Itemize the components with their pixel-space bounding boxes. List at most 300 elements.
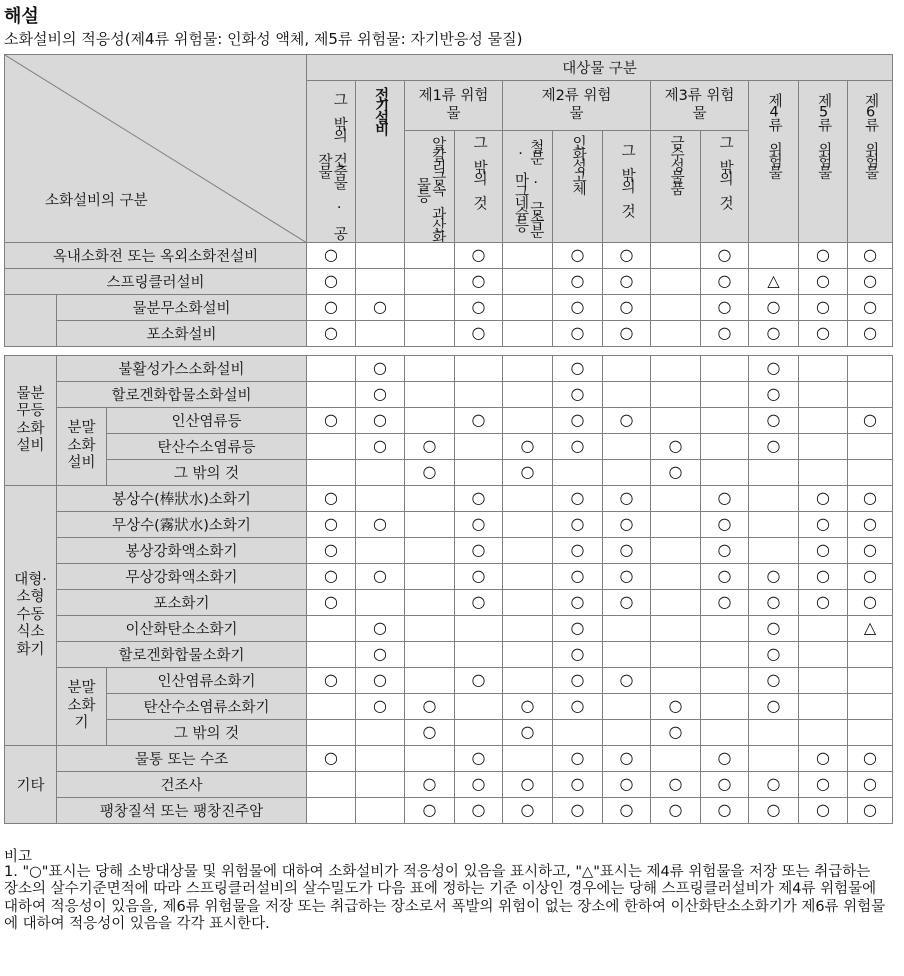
table-row: [5, 382, 893, 408]
mark-cell: [553, 746, 603, 772]
mark-cell: [503, 746, 553, 772]
table-row: [5, 295, 893, 321]
mark-cell: [749, 720, 799, 746]
class3-a-header: 금수성물품: [651, 131, 701, 243]
mark-cell: [455, 694, 503, 720]
mark-cell: [603, 408, 651, 434]
mark-cell: [356, 590, 405, 616]
mark-cell: [701, 538, 749, 564]
mark-cell: [799, 798, 848, 824]
class3-b-header: 그 밖의 것: [701, 131, 749, 243]
mark-cell: [749, 512, 799, 538]
table-row: [5, 512, 893, 538]
mark-cell: [749, 564, 799, 590]
table-row: [5, 243, 893, 269]
mark-cell: [799, 564, 848, 590]
suitability-mark: ○: [863, 800, 877, 819]
suitability-mark: ○: [570, 245, 585, 264]
suitability-mark: ○: [816, 514, 830, 533]
row-label: 그 밖의 것: [107, 720, 307, 746]
suitability-mark: ○: [816, 748, 830, 767]
table-row: [5, 269, 893, 295]
suitability-mark: ○: [863, 774, 877, 793]
mark-cell: [356, 356, 405, 382]
mark-cell: [553, 486, 603, 512]
group-powder-fixed: 물분무등소화설비: [5, 356, 57, 486]
row-label: 건조사: [57, 772, 307, 798]
row-group-blank: [5, 295, 57, 347]
suitability-mark: ○: [619, 800, 634, 819]
mark-cell: [603, 590, 651, 616]
suitability-mark: ○: [471, 592, 486, 611]
suitability-mark: ○: [619, 566, 634, 585]
suitability-mark: ○: [668, 696, 683, 715]
mark-cell: [307, 434, 356, 460]
suitability-mark: ○: [816, 800, 830, 819]
mark-cell: [405, 746, 455, 772]
suitability-mark: ○: [422, 774, 437, 793]
row-label: 이산화탄소소화기: [57, 616, 307, 642]
suitability-mark: ○: [570, 358, 585, 377]
suitability-mark: ○: [619, 488, 634, 507]
suitability-mark: ○: [373, 670, 387, 689]
mark-cell: [503, 798, 553, 824]
suitability-mark: ○: [471, 488, 486, 507]
suitability-mark: ○: [324, 271, 338, 290]
suitability-mark: ○: [766, 644, 781, 663]
suitability-mark: ○: [570, 436, 585, 455]
suitability-mark: ○: [717, 592, 732, 611]
mark-cell: [603, 295, 651, 321]
mark-cell: [848, 460, 893, 486]
suitability-mark: ○: [668, 800, 683, 819]
suitability-mark: ○: [668, 774, 683, 793]
table-row: [5, 668, 893, 694]
mark-cell: [553, 798, 603, 824]
class1-a-header: 알칼리금속 과산화물등: [405, 131, 455, 243]
suitability-mark: ○: [717, 748, 732, 767]
suitability-mark: ○: [766, 410, 781, 429]
mark-cell: [503, 243, 553, 269]
mark-cell: [651, 486, 701, 512]
mark-cell: [799, 616, 848, 642]
suitability-mark: ○: [816, 592, 830, 611]
mark-cell: [749, 590, 799, 616]
suitability-mark: ○: [520, 722, 535, 741]
suitability-mark: ○: [619, 410, 634, 429]
class2-b-header: 인화성고체: [553, 131, 603, 243]
suitability-mark: ○: [619, 323, 634, 342]
table-row: [5, 460, 893, 486]
mark-cell: [651, 512, 701, 538]
class4-header: 제4류 위험물: [749, 81, 799, 243]
mark-cell: [701, 746, 749, 772]
notes-title: 비고: [4, 849, 33, 865]
mark-cell: [651, 720, 701, 746]
row-label: 할로겐화합물소화기: [57, 642, 307, 668]
mark-cell: [749, 460, 799, 486]
suitability-mark: ○: [766, 384, 781, 403]
suitability-mark: ○: [816, 488, 830, 507]
suitability-mark: ○: [471, 410, 486, 429]
row-label: 무상강화액소화기: [57, 564, 307, 590]
class6-header: 제6류 위험물: [848, 81, 893, 243]
mark-cell: [651, 642, 701, 668]
mark-cell: [307, 772, 356, 798]
mark-cell: [553, 382, 603, 408]
mark-cell: [848, 642, 893, 668]
mark-cell: [651, 321, 701, 347]
mark-cell: [799, 460, 848, 486]
mark-cell: [701, 434, 749, 460]
mark-cell: [603, 460, 651, 486]
group-portable: 대형·소형수동식소화기: [5, 486, 57, 746]
mark-cell: [503, 720, 553, 746]
mark-cell: [799, 642, 848, 668]
mark-cell: [749, 434, 799, 460]
mark-cell: [405, 538, 455, 564]
suitability-mark: ○: [570, 410, 585, 429]
mark-cell: [553, 434, 603, 460]
mark-cell: [356, 382, 405, 408]
mark-cell: [503, 321, 553, 347]
suitability-mark: ○: [816, 774, 830, 793]
mark-cell: [553, 460, 603, 486]
mark-cell: [651, 538, 701, 564]
table-row: [5, 434, 893, 460]
mark-cell: [749, 321, 799, 347]
suitability-mark: ○: [373, 358, 387, 377]
mark-cell: [651, 616, 701, 642]
row-label: 불활성가스소화설비: [57, 356, 307, 382]
mark-cell: [603, 642, 651, 668]
class2-header: 제2류 위험물: [503, 81, 651, 131]
mark-cell: [553, 616, 603, 642]
mark-cell: [799, 538, 848, 564]
mark-cell: [455, 486, 503, 512]
mark-cell: [701, 590, 749, 616]
row-label: 물분무소화설비: [57, 295, 307, 321]
mark-cell: [848, 564, 893, 590]
mark-cell: [553, 668, 603, 694]
mark-cell: [701, 720, 749, 746]
suitability-mark: ○: [324, 748, 338, 767]
mark-cell: [651, 408, 701, 434]
suitability-mark: △: [863, 618, 877, 637]
suitability-mark: ○: [717, 323, 732, 342]
mark-cell: [405, 798, 455, 824]
suitability-mark: ○: [717, 245, 732, 264]
mark-cell: [553, 564, 603, 590]
mark-cell: [553, 243, 603, 269]
suitability-mark: ○: [668, 462, 683, 481]
mark-cell: [455, 243, 503, 269]
suitability-mark: ○: [373, 436, 387, 455]
mark-cell: [553, 356, 603, 382]
table-row: [5, 321, 893, 347]
suitability-mark: ○: [324, 540, 338, 559]
mark-cell: [749, 772, 799, 798]
row-label: 물통 또는 수조: [57, 746, 307, 772]
mark-cell: [799, 746, 848, 772]
mark-cell: [603, 564, 651, 590]
mark-cell: [455, 538, 503, 564]
suitability-mark: ○: [471, 670, 486, 689]
mark-cell: [356, 798, 405, 824]
mark-cell: [307, 668, 356, 694]
suitability-mark: ○: [373, 644, 387, 663]
suitability-mark: ○: [570, 618, 585, 637]
mark-cell: [455, 798, 503, 824]
class1-b-header: 그 밖의 것: [455, 131, 503, 243]
table-row: [5, 616, 893, 642]
suitability-mark: ○: [570, 488, 585, 507]
suitability-mark: ○: [816, 245, 830, 264]
suitability-mark: ○: [619, 748, 634, 767]
suitability-mark: ○: [422, 436, 437, 455]
mark-cell: [553, 408, 603, 434]
mark-cell: [701, 642, 749, 668]
suitability-mark: ○: [619, 514, 634, 533]
suitability-mark: ○: [619, 297, 634, 316]
mark-cell: [356, 746, 405, 772]
mark-cell: [307, 616, 356, 642]
mark-cell: [799, 486, 848, 512]
table-row: [5, 746, 893, 772]
mark-cell: [799, 772, 848, 798]
suitability-mark: ○: [373, 384, 387, 403]
mark-cell: [503, 772, 553, 798]
suitability-mark: ○: [863, 271, 878, 290]
suitability-mark: ○: [570, 644, 585, 663]
col-electric: 전기설비: [356, 81, 405, 243]
mark-cell: [356, 434, 405, 460]
suitability-mark: ○: [324, 297, 338, 316]
mark-cell: [603, 538, 651, 564]
suitability-mark: ○: [863, 488, 877, 507]
suitability-mark: ○: [422, 722, 437, 741]
mark-cell: [405, 564, 455, 590]
mark-cell: [503, 408, 553, 434]
suitability-mark: ○: [766, 670, 781, 689]
target-group-label: 대상물 구분: [307, 55, 893, 81]
mark-cell: [307, 538, 356, 564]
mark-cell: [701, 382, 749, 408]
mark-cell: [553, 321, 603, 347]
suitability-mark: ○: [422, 462, 437, 481]
suitability-mark: ○: [570, 384, 585, 403]
mark-cell: [603, 269, 651, 295]
mark-cell: [848, 538, 893, 564]
mark-cell: [799, 269, 848, 295]
mark-cell: [651, 269, 701, 295]
mark-cell: [307, 382, 356, 408]
mark-cell: [848, 295, 893, 321]
mark-cell: [799, 668, 848, 694]
mark-cell: [503, 460, 553, 486]
mark-cell: [503, 564, 553, 590]
mark-cell: [749, 356, 799, 382]
suitability-mark: ○: [324, 245, 338, 264]
mark-cell: [307, 512, 356, 538]
mark-cell: [503, 694, 553, 720]
mark-cell: [307, 798, 356, 824]
mark-cell: [553, 269, 603, 295]
mark-cell: [603, 772, 651, 798]
mark-cell: [307, 590, 356, 616]
mark-cell: [848, 382, 893, 408]
suitability-mark: ○: [619, 592, 634, 611]
mark-cell: [651, 356, 701, 382]
suitability-mark: ○: [570, 748, 585, 767]
mark-cell: [848, 243, 893, 269]
mark-cell: [701, 694, 749, 720]
mark-cell: [799, 434, 848, 460]
mark-cell: [503, 512, 553, 538]
suitability-mark: ○: [570, 566, 585, 585]
mark-cell: [455, 590, 503, 616]
suitability-mark: ○: [766, 566, 781, 585]
mark-cell: [701, 616, 749, 642]
mark-cell: [799, 512, 848, 538]
mark-cell: [405, 616, 455, 642]
mark-cell: [307, 694, 356, 720]
mark-cell: [701, 269, 749, 295]
mark-cell: [603, 720, 651, 746]
suitability-mark: ○: [422, 800, 437, 819]
suitability-mark: ○: [570, 323, 585, 342]
mark-cell: [455, 616, 503, 642]
suitability-mark: ○: [717, 488, 732, 507]
suitability-mark: ○: [717, 514, 732, 533]
mark-cell: [799, 590, 848, 616]
mark-cell: [455, 720, 503, 746]
mark-cell: [651, 382, 701, 408]
suitability-mark: ○: [471, 800, 486, 819]
mark-cell: [553, 694, 603, 720]
table-row: [5, 590, 893, 616]
mark-cell: [356, 295, 405, 321]
mark-cell: [405, 694, 455, 720]
table-row: [5, 798, 893, 824]
mark-cell: [503, 486, 553, 512]
group-portable-powder: 분말소화기: [57, 668, 107, 746]
mark-cell: [455, 772, 503, 798]
mark-cell: [848, 269, 893, 295]
suitability-mark: ○: [324, 566, 338, 585]
row-label: 인산염류소화기: [107, 668, 307, 694]
mark-cell: [356, 538, 405, 564]
suitability-mark: ○: [766, 323, 781, 342]
mark-cell: [307, 642, 356, 668]
mark-cell: [455, 642, 503, 668]
mark-cell: [848, 668, 893, 694]
mark-cell: [603, 434, 651, 460]
mark-cell: [848, 772, 893, 798]
mark-cell: [749, 408, 799, 434]
suitability-mark: ○: [471, 323, 486, 342]
mark-cell: [701, 512, 749, 538]
mark-cell: [701, 243, 749, 269]
class5-header: 제5류 위험물: [799, 81, 848, 243]
mark-cell: [701, 295, 749, 321]
suitability-mark: ○: [570, 592, 585, 611]
row-label: 팽창질석 또는 팽창진주암: [57, 798, 307, 824]
suitability-mark: ○: [373, 410, 387, 429]
mark-cell: [307, 321, 356, 347]
suitability-mark: ○: [471, 748, 486, 767]
suitability-mark: ○: [570, 670, 585, 689]
mark-cell: [553, 512, 603, 538]
suitability-mark: ○: [863, 245, 878, 264]
suitability-mark: ○: [520, 462, 535, 481]
suitability-mark: ○: [766, 297, 781, 316]
suitability-mark: ○: [373, 566, 387, 585]
suitability-mark: ○: [324, 514, 338, 533]
mark-cell: [848, 512, 893, 538]
mark-cell: [455, 460, 503, 486]
row-label: 탄산수소염류등: [107, 434, 307, 460]
suitability-mark: ○: [717, 540, 732, 559]
mark-cell: [356, 321, 405, 347]
mark-cell: [553, 538, 603, 564]
mark-cell: [749, 269, 799, 295]
suitability-mark: ○: [471, 245, 486, 264]
mark-cell: [651, 798, 701, 824]
mark-cell: [553, 295, 603, 321]
mark-cell: [603, 356, 651, 382]
table-row: [5, 564, 893, 590]
mark-cell: [405, 382, 455, 408]
mark-cell: [701, 668, 749, 694]
mark-cell: [651, 564, 701, 590]
mark-cell: [749, 295, 799, 321]
suitability-mark: ○: [619, 540, 634, 559]
mark-cell: [848, 590, 893, 616]
mark-cell: [603, 746, 651, 772]
mark-cell: [405, 460, 455, 486]
row-label: 옥내소화전 또는 옥외소화전설비: [5, 243, 307, 269]
row-label: 포소화기: [57, 590, 307, 616]
suitability-mark: ○: [717, 271, 732, 290]
mark-cell: [749, 668, 799, 694]
suitability-mark: ○: [863, 297, 878, 316]
mark-cell: [405, 408, 455, 434]
suitability-mark: ○: [471, 566, 486, 585]
mark-cell: [799, 408, 848, 434]
section-subtitle: 소화설비의 적응성(제4류 위험물: 인화성 액체, 제5류 위험물: 자기반응성 물질): [4, 30, 523, 48]
table-row: [5, 642, 893, 668]
notes-item-1: 1. "○"표시는 당해 소방대상물 및 위험물에 대하여 소화설비가 적응성이 있음을 표시하고, "△"표시는 제4류 위험물을 저장 또는 취급하는 장소의 살수기준면적에 따라 스프링클러설비의 살수밀도가 다음 표에 정하는 기준 이상인 경우에는 당해 스프링클러설비가 제4류 위험물에 대하여 적응성이 있음을, 제6류 위험물을 저장 또는 취급하는 장소로서 폭발의 위험이 없는 장소에 한하여 이산화탄소소화기가 제6류 위험물에 대하여 적응성이 있음을 각각 표시한다.: [4, 864, 886, 933]
mark-cell: [405, 668, 455, 694]
suitability-mark: ○: [863, 540, 877, 559]
mark-cell: [799, 382, 848, 408]
suitability-mark: ○: [570, 800, 585, 819]
suitability-mark: ○: [816, 323, 830, 342]
section-heading: 해설: [4, 6, 39, 27]
mark-cell: [356, 486, 405, 512]
mark-cell: [356, 772, 405, 798]
mark-cell: [701, 321, 749, 347]
mark-cell: [356, 269, 405, 295]
mark-cell: [405, 243, 455, 269]
suitability-mark: ○: [471, 774, 486, 793]
suitability-mark: ○: [471, 271, 486, 290]
class1-header: 제1류 위험물: [405, 81, 503, 131]
mark-cell: [405, 772, 455, 798]
mark-cell: [455, 564, 503, 590]
mark-cell: [799, 720, 848, 746]
